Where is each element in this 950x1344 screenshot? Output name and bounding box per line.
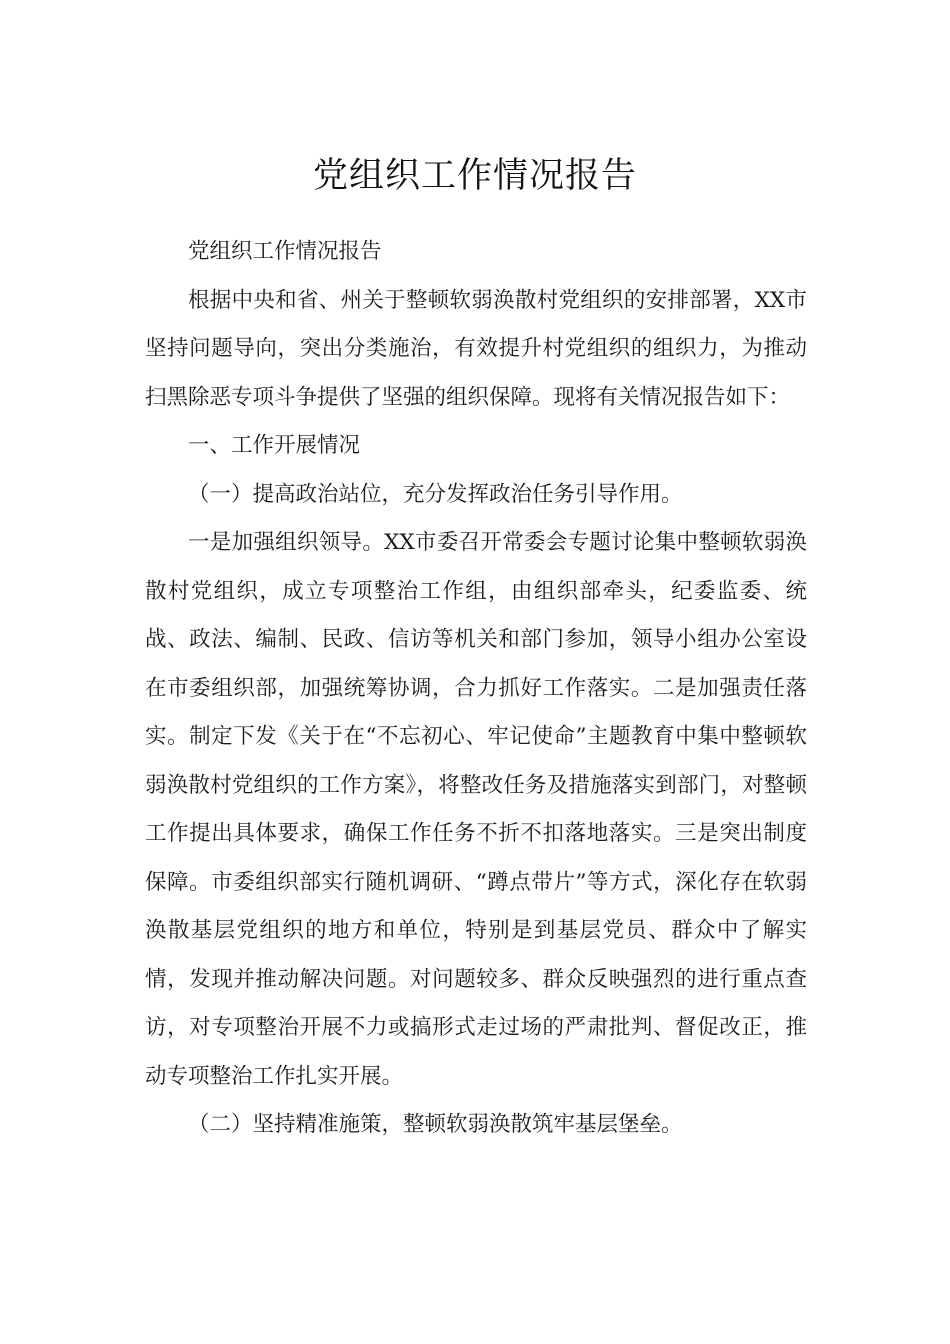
paragraph-intro: 根据中央和省、州关于整顿软弱涣散村党组织的安排部署，XX市坚持问题导向，突出分类施治，有效提升村党组织的组织力，为推动扫黑除恶专项斗争提供了坚强的组织保障。现将有关情况报告如下： <box>145 287 807 410</box>
paragraph-subtitle: 党组织工作情况报告 <box>188 239 382 264</box>
paragraph-body-1: 一是加强组织领导。XX市委召开常委会专题讨论集中整顿软弱涣散村党组织，成立专项整治工作组，由组织部牵头，纪委监委、统战、政法、编制、民政、信访等机关和部门参加，领导小组办公室设在市委组织部，加强统筹协调，合力抓好工作落实。二是加强责任落实。制定下发《关于在“不忘初心、牢记使命”主题教育中集中整顿软弱涣散村党组织的工作方案》，将整改任务及措施落实到部门，对整顿工作提出具体要求，确保工作任务不折不扣落地落实。三是突出制度保障。市委组织部实行随机调研、“蹲点带片”等方式，深化存在软弱涣散基层党组织的地方和单位，特别是到基层党员、群众中了解实情，发现并推动解决问题。对问题较多、群众反映强烈的进行重点查访，对专项整治开展不力或搞形式走过场的严肃批判、督促改正，推动专项整治工作扎实开展。 <box>145 530 807 1089</box>
section-heading-1: 一、工作开展情况 <box>188 433 361 458</box>
document-body <box>145 228 807 1150</box>
document-title: 党组织工作情况报告 <box>312 156 637 197</box>
subsection-heading-2: （二）坚持精准施策，整顿软弱涣散筑牢基层堡垒。 <box>188 1112 683 1137</box>
subsection-heading-1: （一）提高政治站位，充分发挥政治任务引导作用。 <box>188 481 683 507</box>
